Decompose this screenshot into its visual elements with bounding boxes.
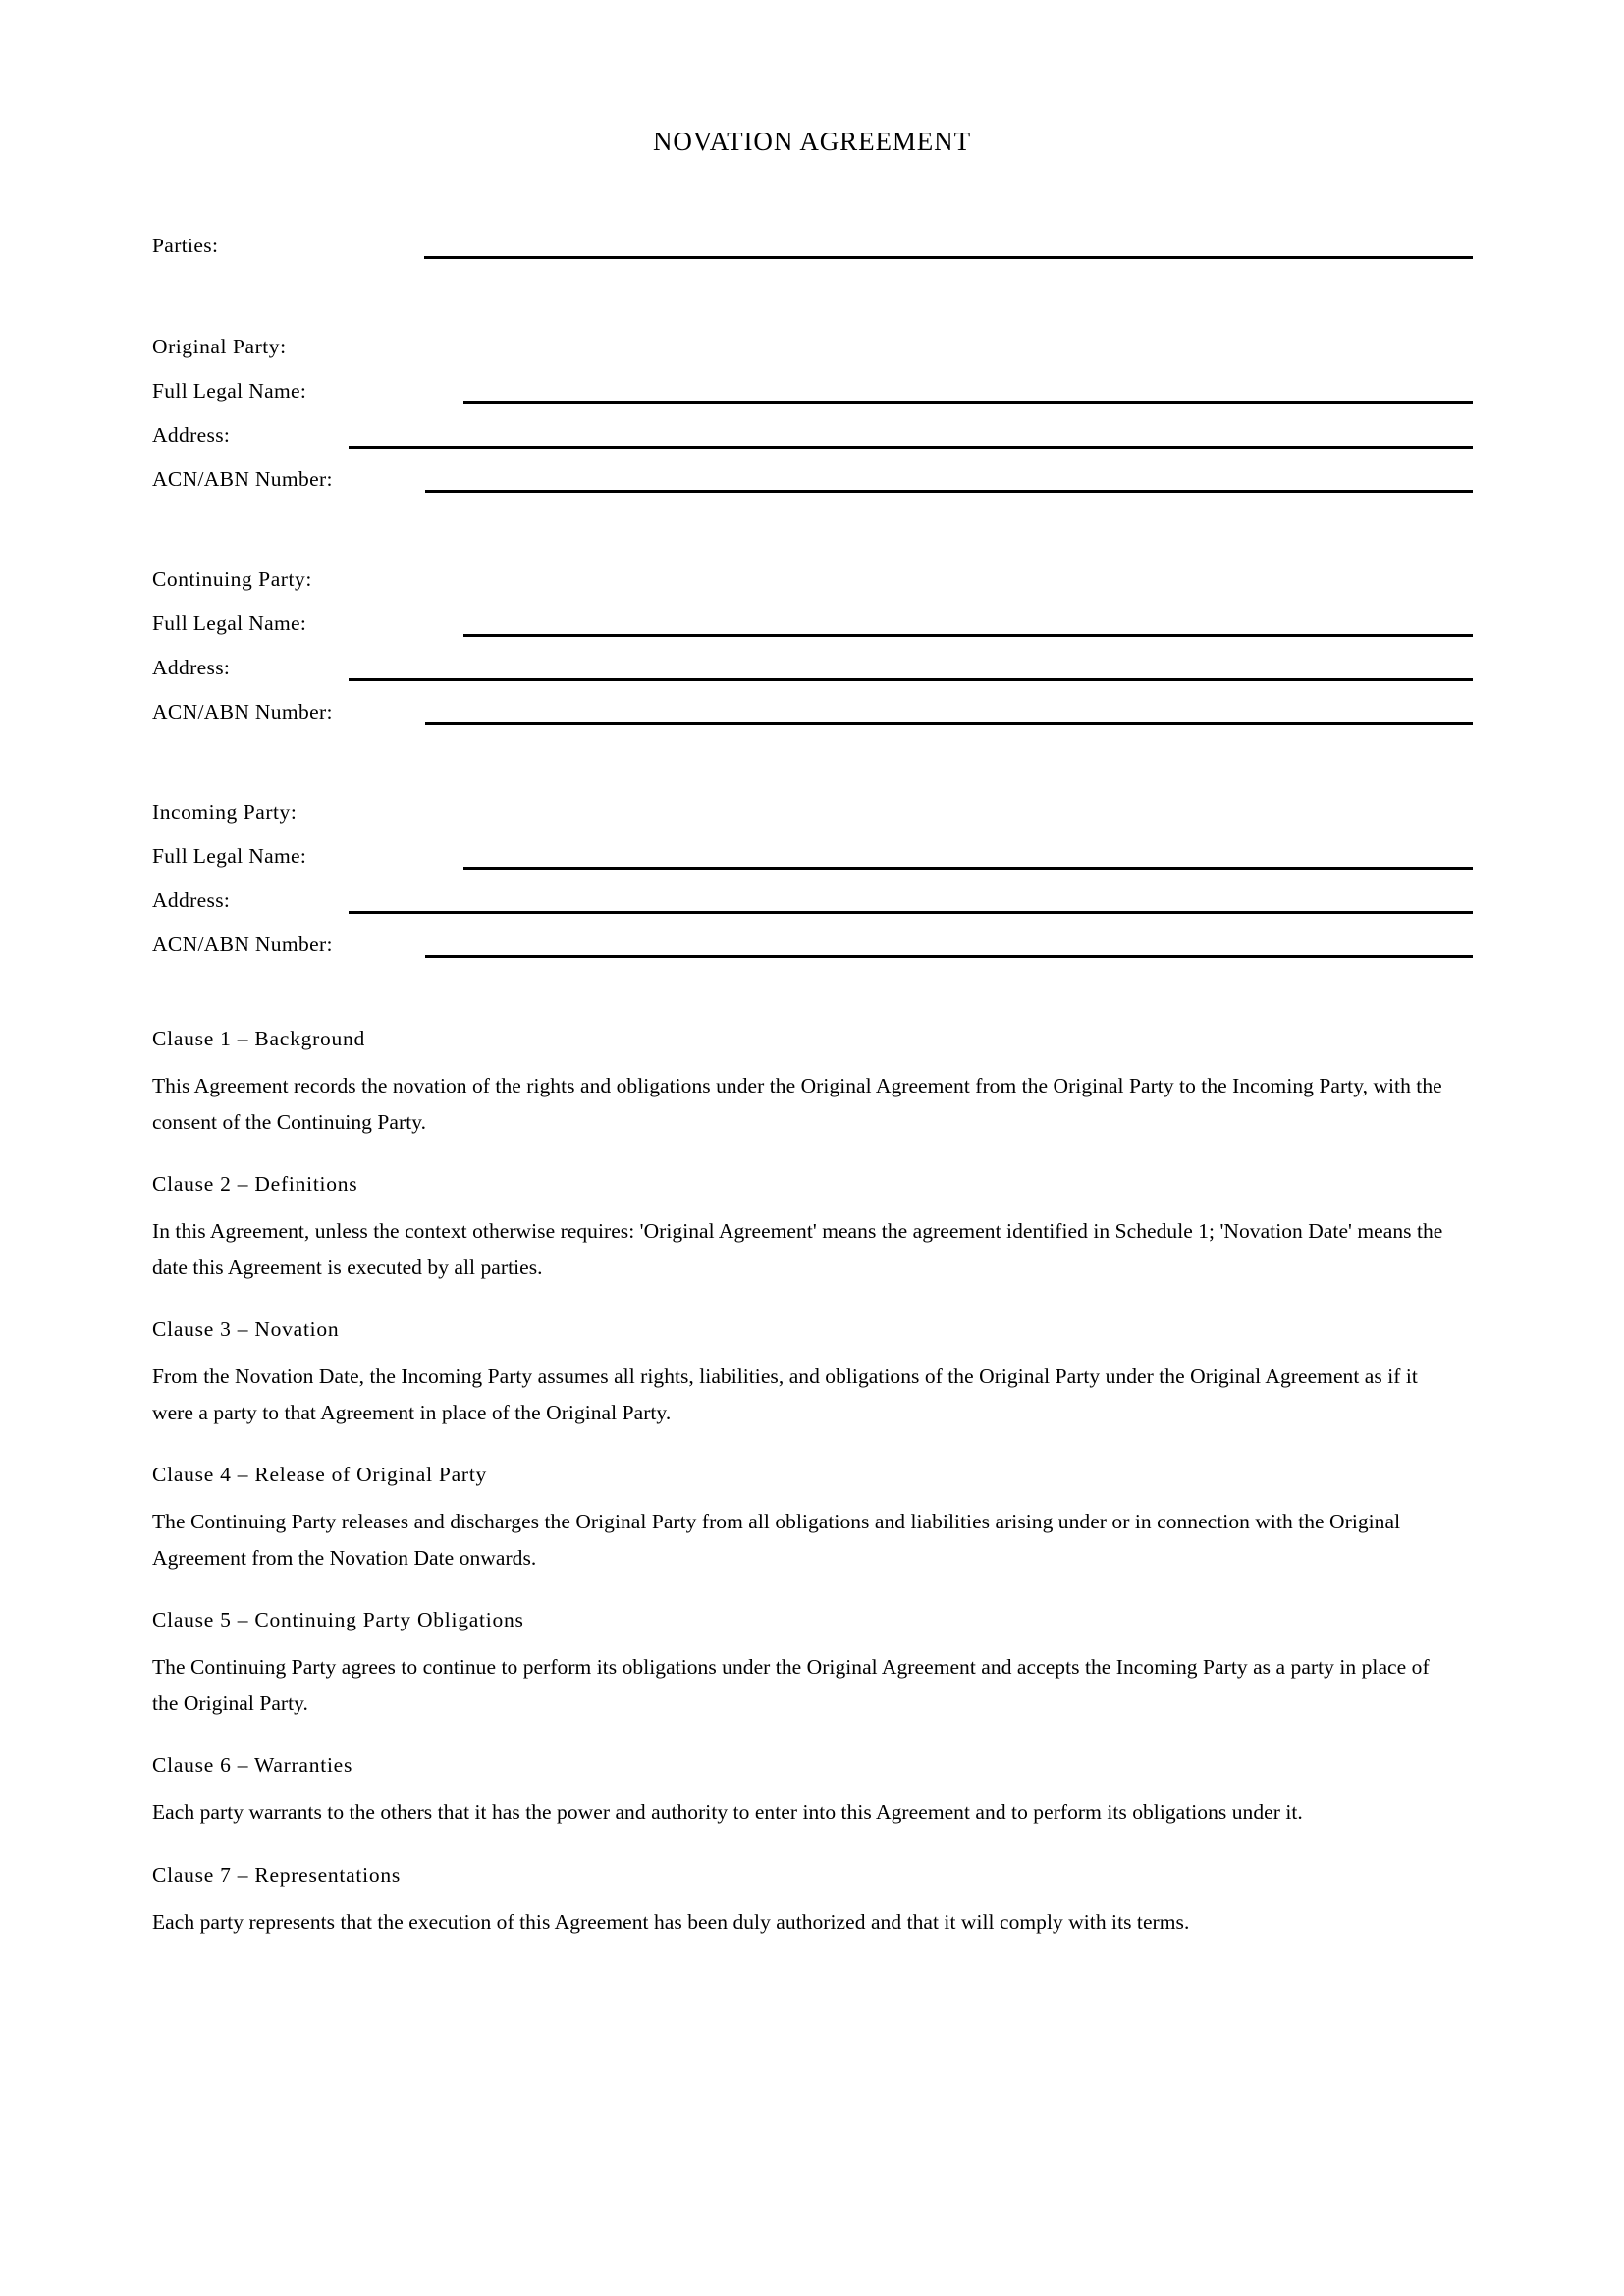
field-row-full-legal-name <box>152 834 1473 879</box>
clauses-section <box>152 1024 1448 1940</box>
field-row-address <box>152 879 1473 923</box>
parties-heading-label: Parties: <box>152 234 219 257</box>
field-label-acn-abn-number: ACN/ABN Number: <box>152 467 333 491</box>
parties-fill-line[interactable] <box>424 256 1473 259</box>
clause-6 <box>152 1750 1448 1831</box>
parties-heading-row <box>152 224 1473 268</box>
field-row-full-legal-name <box>152 369 1473 413</box>
clause-heading: Clause 1 – Background <box>152 1027 365 1050</box>
clause-3 <box>152 1314 1448 1430</box>
field-label-full-legal-name: Full Legal Name: <box>152 379 307 402</box>
field-label-full-legal-name: Full Legal Name: <box>152 612 307 635</box>
clause-4 <box>152 1460 1448 1575</box>
field-row-acn-abn-number <box>152 457 1473 502</box>
full-legal-name-fill-line[interactable] <box>463 867 1473 870</box>
clause-body: From the Novation Date, the Incoming Party assumes all rights, liabilities, and obligations of the Original Party under the Original Agreement as if it were a party to that Agreement in place of the Original Party. <box>152 1364 1418 1424</box>
party-block-incoming <box>152 790 1473 967</box>
clause-body: Each party warrants to the others that it has the power and authority to enter into this Agreement and to perform its obligations under it. <box>152 1800 1303 1824</box>
party-block-original <box>152 325 1473 502</box>
field-label-acn-abn-number: ACN/ABN Number: <box>152 933 333 956</box>
clause-5 <box>152 1605 1448 1721</box>
party-block-title: Original Party: <box>152 335 287 358</box>
spacer <box>152 734 1473 790</box>
clause-heading: Clause 6 – Warranties <box>152 1753 353 1777</box>
field-row-full-legal-name <box>152 602 1473 646</box>
clause-heading: Clause 3 – Novation <box>152 1317 340 1341</box>
parties-section <box>152 224 1473 967</box>
clause-body: In this Agreement, unless the context otherwise requires: 'Original Agreement' means the agreement identified in Schedule 1; 'Novation Date' means the date this Agreement is executed by all parties. <box>152 1219 1443 1279</box>
spacer <box>152 268 1473 325</box>
clause-body: The Continuing Party releases and discharges the Original Party from all obligations and liabilities arising under or in connection with the Original Agreement from the Novation Date onwards. <box>152 1510 1401 1570</box>
acn-abn-number-fill-line[interactable] <box>425 955 1473 958</box>
acn-abn-number-fill-line[interactable] <box>425 722 1473 725</box>
party-block-title: Continuing Party: <box>152 567 312 591</box>
field-row-acn-abn-number <box>152 923 1473 967</box>
clause-1 <box>152 1024 1448 1140</box>
field-row-acn-abn-number <box>152 690 1473 734</box>
clause-heading: Clause 5 – Continuing Party Obligations <box>152 1608 524 1631</box>
field-row-address <box>152 646 1473 690</box>
party-block-title: Incoming Party: <box>152 800 298 824</box>
full-legal-name-fill-line[interactable] <box>463 634 1473 637</box>
clause-heading: Clause 7 – Representations <box>152 1862 401 1887</box>
field-label-acn-abn-number: ACN/ABN Number: <box>152 700 333 723</box>
full-legal-name-fill-line[interactable] <box>463 401 1473 404</box>
address-fill-line[interactable] <box>349 911 1473 914</box>
clause-body: Each party represents that the execution of this Agreement has been duly authorized and that it will comply with its terms. <box>152 1909 1190 1934</box>
clause-heading: Clause 4 – Release of Original Party <box>152 1463 488 1486</box>
address-fill-line[interactable] <box>349 678 1473 681</box>
acn-abn-number-fill-line[interactable] <box>425 490 1473 493</box>
field-label-full-legal-name: Full Legal Name: <box>152 844 307 868</box>
page-title: NOVATION AGREEMENT <box>653 127 971 156</box>
field-label-address: Address: <box>152 888 231 912</box>
clause-body: This Agreement records the novation of the rights and obligations under the Original Agreement from the Original Party to the Incoming Party, with the consent of the Continuing Party. <box>152 1074 1442 1134</box>
spacer <box>152 502 1473 558</box>
clause-body: The Continuing Party agrees to continue to perform its obligations under the Original Agreement and accepts the Incoming Party as a party in place of the Original Party. <box>152 1655 1430 1715</box>
clause-7 <box>152 1860 1448 1941</box>
field-label-address: Address: <box>152 656 231 679</box>
field-row-address <box>152 413 1473 457</box>
clause-2 <box>152 1169 1448 1285</box>
field-label-address: Address: <box>152 423 231 447</box>
clause-heading: Clause 2 – Definitions <box>152 1172 358 1196</box>
address-fill-line[interactable] <box>349 446 1473 449</box>
party-block-continuing <box>152 558 1473 734</box>
